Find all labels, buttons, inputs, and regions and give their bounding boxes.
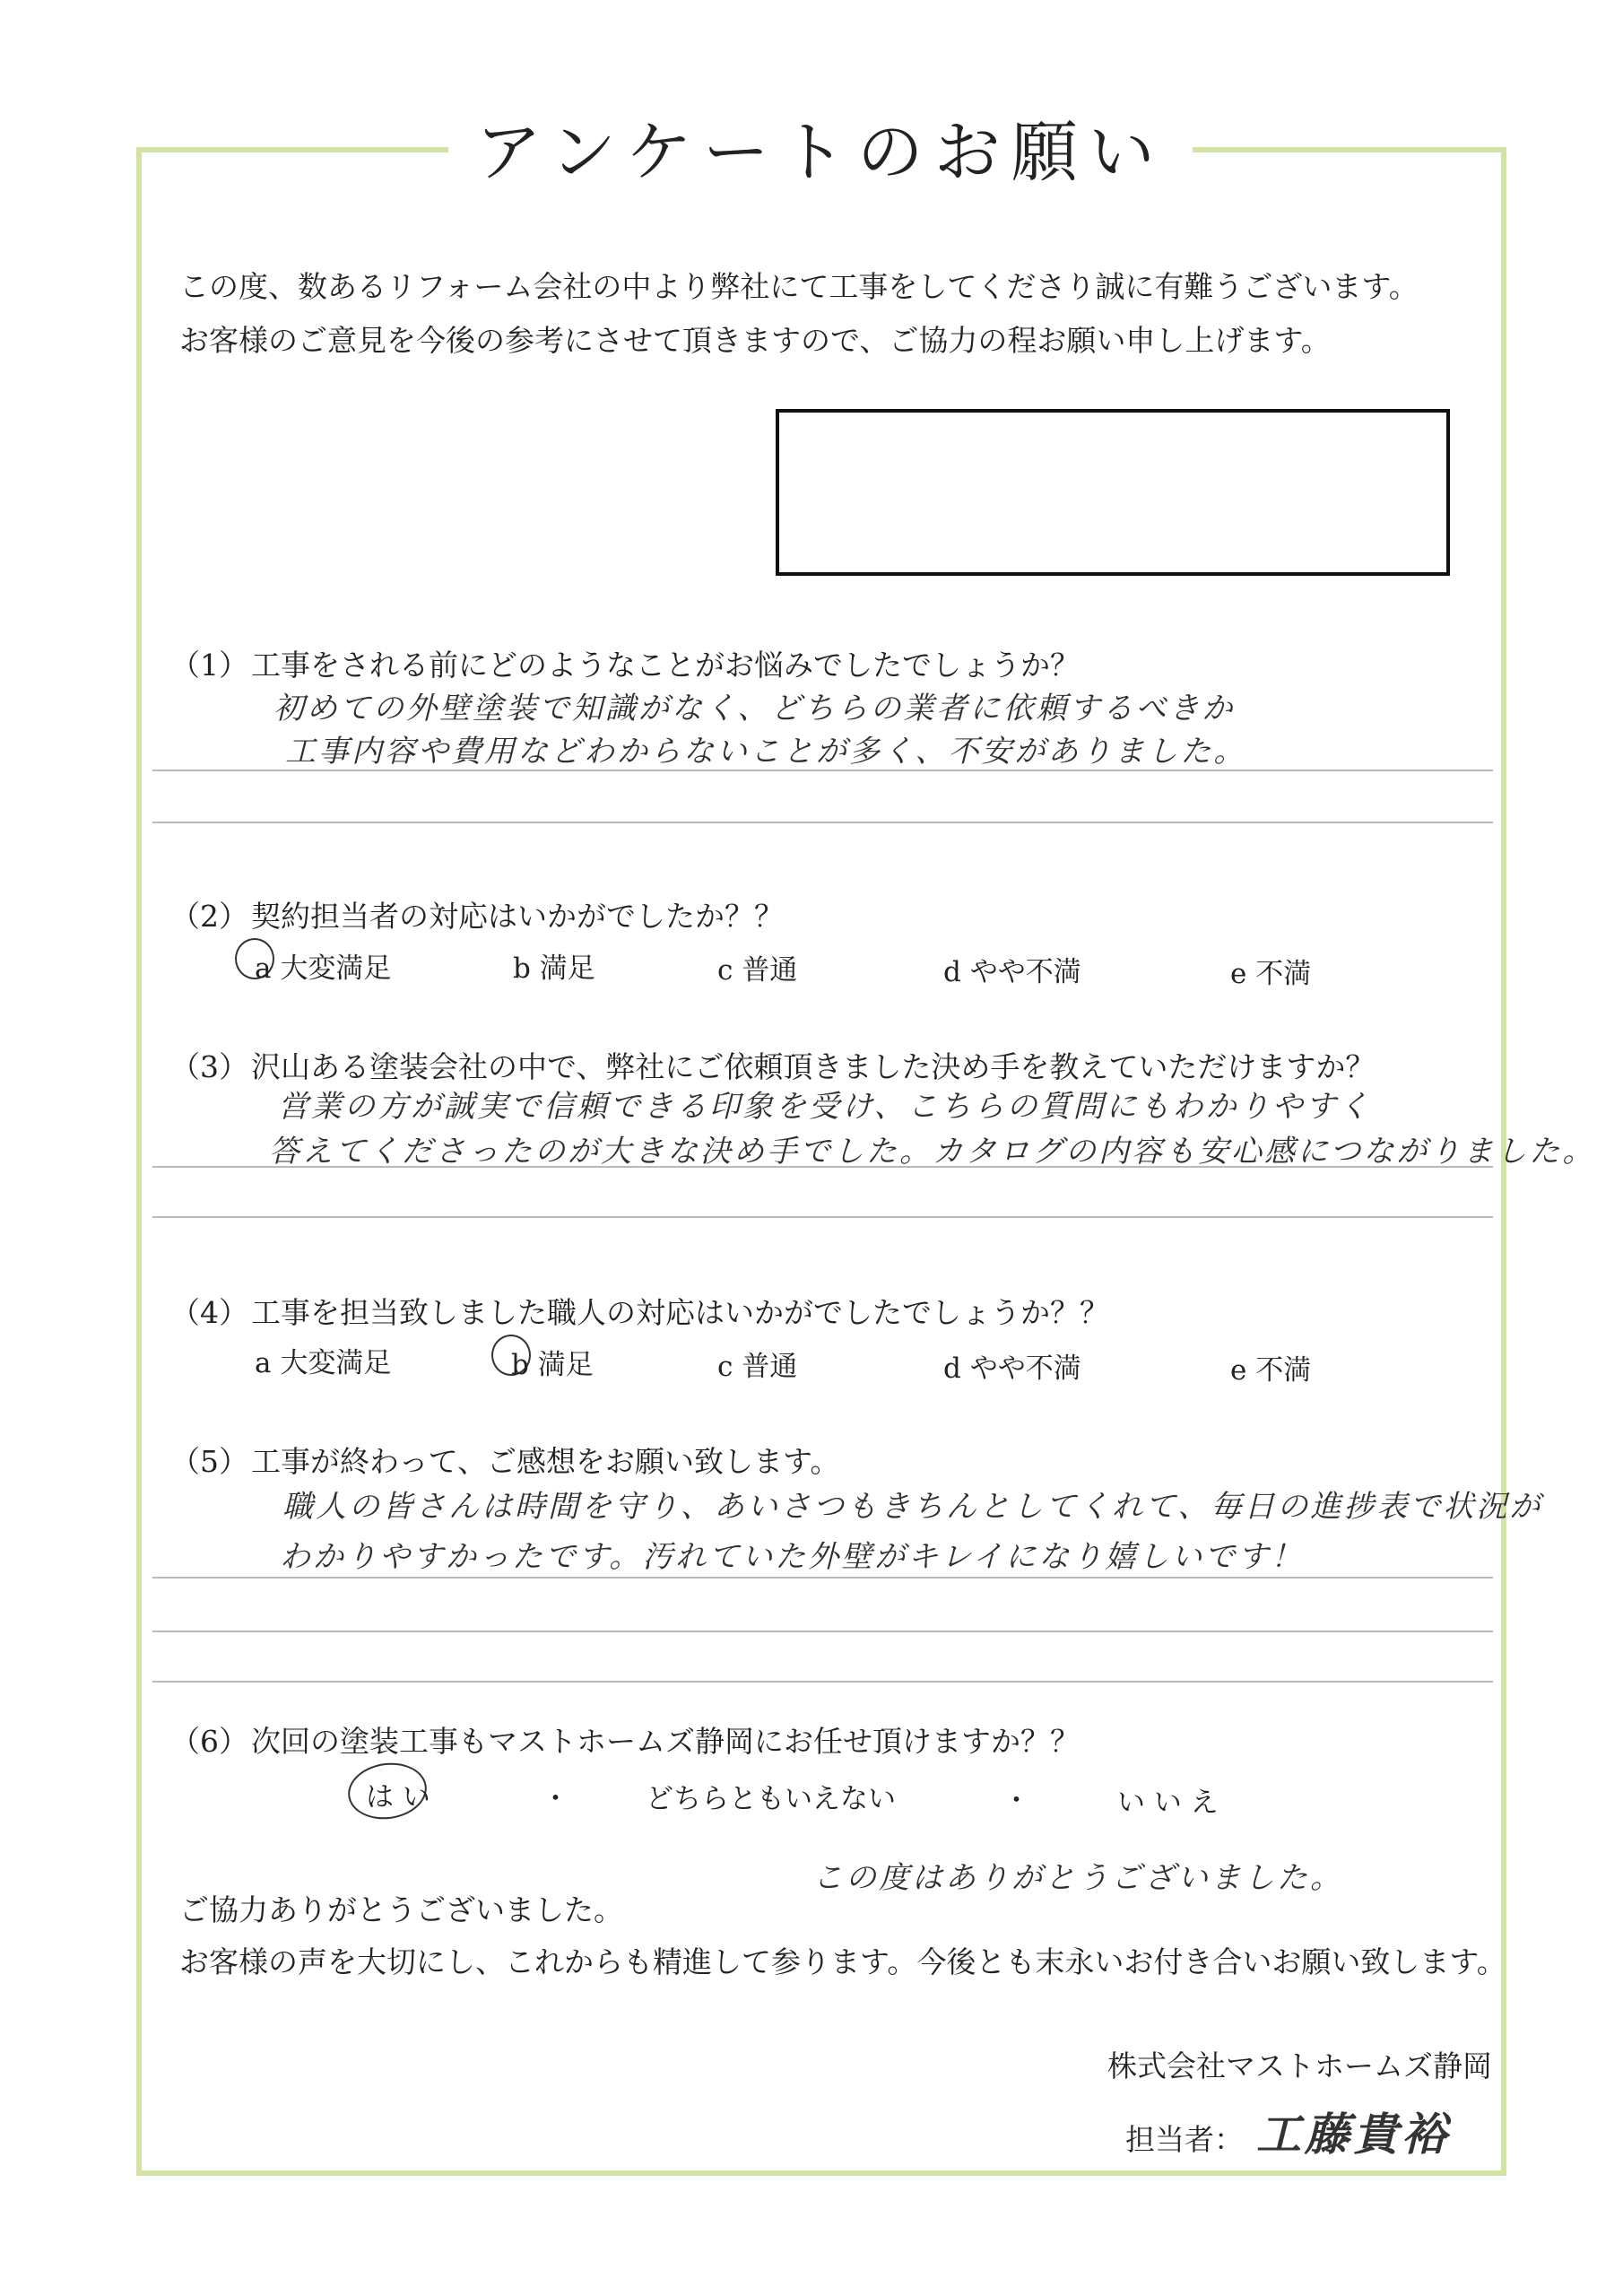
answer-5-line-2: わかりやすかったです。汚れていた外壁がキレイになり嬉しいです！ bbox=[280, 1539, 1305, 1575]
answer-3-line-2: 答えてくださったのが大きな決め手でした。カタログの内容も安心感につながりました。 bbox=[269, 1134, 1596, 1170]
company-name: 株式会社マストホームズ静岡 bbox=[1107, 2048, 1492, 2083]
question-text: 契約担当者の対応はいかがでしたか？？ bbox=[251, 899, 784, 934]
question-number: （3） bbox=[170, 1049, 248, 1084]
answer-3-line-1: 営業の方が誠実で信頼できる印象を受け、こちらの質問にもわかりやすく bbox=[278, 1089, 1372, 1125]
closing-text: お客様の声を大切にし、これからも精進して参ります。今後とも末永いお付き合いお願い致します。 bbox=[179, 1944, 1506, 1979]
answer-rule bbox=[152, 1681, 1493, 1683]
question-text: 次回の塗装工事もマストホームズ静岡にお任せ頂けますか？？ bbox=[251, 1724, 1080, 1759]
option-a: a 大変満足 bbox=[255, 1347, 392, 1379]
question-number: （6） bbox=[170, 1724, 248, 1759]
option-yes: は い bbox=[366, 1781, 430, 1813]
option-separator: ・ bbox=[542, 1783, 569, 1815]
name-box bbox=[776, 409, 1450, 576]
question-text: 沢山ある塗装会社の中で、弊社にご依頼頂きました決め手を教えていただけますか？ bbox=[251, 1049, 1376, 1084]
page-title: アンケートのお願い bbox=[475, 114, 1166, 191]
option-neither: どちらともいえない bbox=[646, 1783, 896, 1815]
staff-signature: 工藤貴裕 bbox=[1256, 2109, 1450, 2161]
question-6 bbox=[170, 1718, 1080, 1761]
option-e: e 不満 bbox=[1230, 1354, 1312, 1387]
question-text: 工事が終わって、ご感想をお願い致します。 bbox=[251, 1444, 840, 1479]
answer-rule bbox=[152, 1166, 1493, 1168]
option-b: b 満足 bbox=[511, 1349, 594, 1381]
option-d: d やや不満 bbox=[943, 956, 1081, 988]
question-number: （4） bbox=[170, 1295, 248, 1330]
option-a: a 大変満足 bbox=[255, 952, 392, 985]
option-c: c 普通 bbox=[717, 954, 798, 987]
question-text: 工事を担当致しました職人の対応はいかがでしたでしょうか？？ bbox=[251, 1295, 1109, 1330]
answer-rule bbox=[152, 770, 1493, 771]
question-4 bbox=[170, 1290, 1109, 1332]
question-5 bbox=[170, 1439, 839, 1481]
answer-1-line-1: 初めての外壁塗装で知識がなく、どちらの業者に依頼するべきか bbox=[273, 691, 1236, 726]
intro-text bbox=[179, 260, 1419, 368]
intro-line: この度、数あるリフォーム会社の中より弊社にて工事をしてくださり誠に有難うございます。 bbox=[179, 269, 1419, 304]
question-number: （1） bbox=[170, 648, 248, 683]
option-e: e 不満 bbox=[1230, 958, 1312, 990]
answer-rule bbox=[152, 822, 1493, 823]
option-b: b 満足 bbox=[513, 952, 595, 985]
question-number: （2） bbox=[170, 899, 248, 934]
staff-line bbox=[1125, 2099, 1450, 2163]
question-number: （5） bbox=[170, 1444, 248, 1479]
answer-rule bbox=[152, 1631, 1493, 1632]
option-d: d やや不満 bbox=[943, 1352, 1081, 1385]
answer-5-line-1: 職人の皆さんは時間を守り、あいさつもきちんとしてくれて、毎日の進捗表で状況が bbox=[282, 1489, 1543, 1525]
option-c: c 普通 bbox=[717, 1351, 798, 1383]
staff-label: 担当者： bbox=[1125, 2122, 1244, 2157]
closing-note: この度はありがとうございました。 bbox=[812, 1860, 1343, 1896]
intro-line: お客様のご意見を今後の参考にさせて頂きますので、ご協力の程お願い申し上げます。 bbox=[179, 323, 1331, 358]
answer-rule bbox=[152, 1216, 1493, 1218]
question-2 bbox=[170, 893, 784, 935]
question-text: 工事をされる前にどのようなことがお悩みでしたでしょうか？ bbox=[251, 648, 1080, 683]
question-1 bbox=[170, 642, 1080, 684]
option-separator: ・ bbox=[1002, 1785, 1030, 1817]
option-no: い い え bbox=[1117, 1787, 1219, 1819]
question-3 bbox=[170, 1044, 1375, 1086]
answer-rule bbox=[152, 1577, 1493, 1578]
answer-1-line-2: 工事内容や費用などわからないことが多く、不安がありました。 bbox=[285, 734, 1247, 770]
thanks-text: ご協力ありがとうございました。 bbox=[179, 1892, 623, 1927]
title-wrap bbox=[448, 103, 1193, 202]
